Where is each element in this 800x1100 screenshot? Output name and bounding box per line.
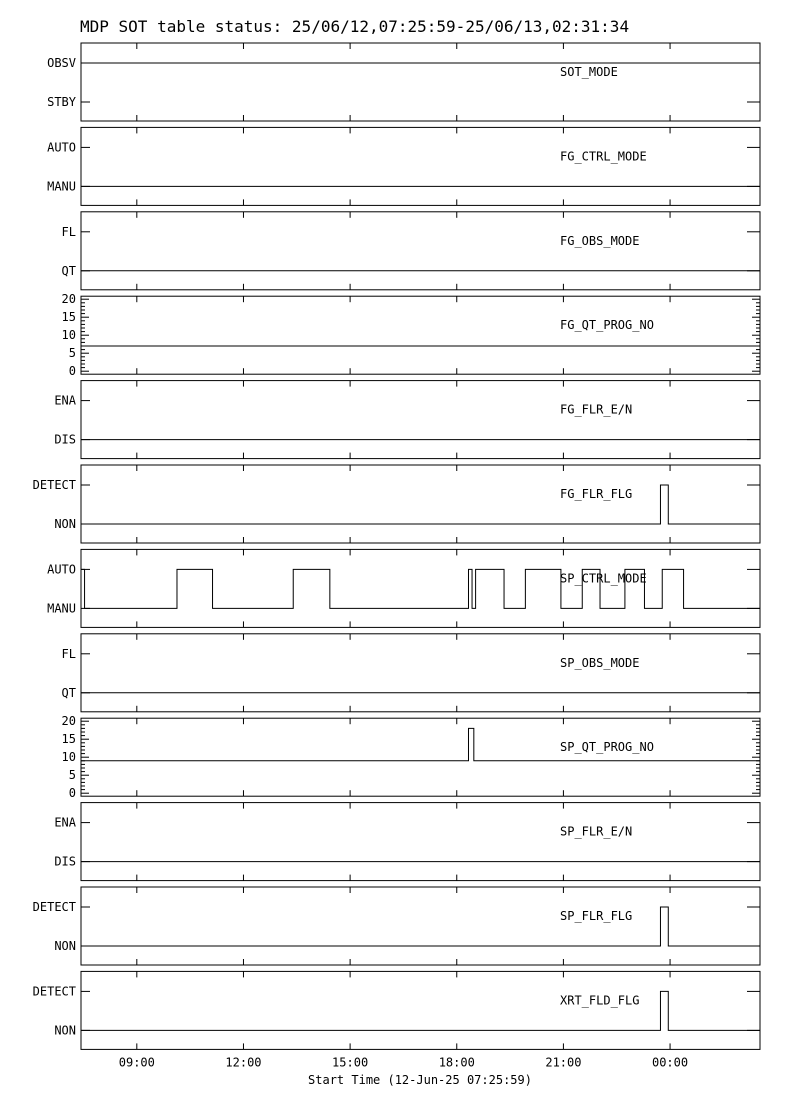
y-tick-label: STBY — [47, 95, 76, 109]
panel-frame — [81, 43, 760, 121]
x-tick-label: 09:00 — [118, 1055, 155, 1070]
panel-sp-flr-e-n — [54, 803, 760, 881]
panel-frame — [81, 127, 760, 205]
series-label: FG_FLR_E/N — [560, 402, 633, 417]
x-tick-label: 15:00 — [332, 1055, 369, 1070]
y-tick-label: 5 — [68, 346, 76, 361]
y-tick-label: AUTO — [47, 140, 76, 155]
panel-frame — [81, 212, 760, 290]
panel-fg-ctrl-mode — [47, 127, 760, 205]
series-trace — [81, 728, 760, 760]
series-trace — [81, 485, 760, 524]
panel-sp-obs-mode — [62, 634, 760, 712]
y-tick-label: 15 — [61, 732, 76, 747]
series-label: FG_FLR_FLG — [560, 487, 633, 501]
y-tick-label: 0 — [68, 786, 76, 801]
y-tick-label: DIS — [54, 432, 76, 447]
panels — [33, 43, 760, 1069]
x-tick-label: 00:00 — [651, 1055, 689, 1070]
panel-fg-obs-mode — [62, 212, 760, 290]
panel-sp-ctrl-mode — [47, 549, 760, 627]
y-tick-label: ENA — [54, 815, 76, 830]
y-tick-label: MANU — [47, 601, 76, 616]
series-trace — [81, 991, 760, 1030]
series-trace — [81, 569, 760, 608]
y-tick-label: DETECT — [32, 900, 76, 914]
y-tick-label: QT — [61, 685, 76, 700]
panel-frame — [81, 971, 760, 1049]
y-tick-label: FL — [61, 646, 76, 661]
y-tick-label: ENA — [54, 393, 76, 408]
panel-fg-flr-e-n — [54, 381, 760, 459]
y-tick-label: DETECT — [32, 984, 76, 999]
series-label: SP_FLR_FLG — [560, 909, 633, 923]
series-trace — [81, 907, 760, 946]
panel-fg-qt-prog-no — [62, 292, 760, 378]
y-tick-label: 20 — [61, 714, 76, 729]
panel-frame — [81, 718, 760, 796]
series-label: FG_CTRL_MODE — [560, 149, 647, 164]
y-tick-label: 10 — [61, 750, 76, 765]
y-tick-label: 15 — [61, 310, 76, 325]
y-tick-label: 20 — [61, 292, 76, 307]
panel-sp-flr-flg — [33, 887, 760, 965]
panel-sp-qt-prog-no — [62, 714, 760, 800]
y-tick-label: QT — [61, 263, 76, 278]
series-label: FG_QT_PROG_NO — [560, 318, 654, 333]
panel-frame — [81, 381, 760, 459]
panel-fg-flr-flg — [33, 465, 760, 543]
series-label: FG_OBS_MODE — [560, 233, 640, 248]
panel-frame — [81, 465, 760, 543]
y-tick-label: NON — [54, 517, 76, 531]
panel-frame — [81, 634, 760, 712]
series-label: SP_CTRL_MODE — [560, 571, 647, 586]
x-tick-label: 18:00 — [438, 1055, 475, 1070]
y-tick-label: 5 — [68, 768, 76, 783]
panel-sot-mode — [47, 43, 760, 121]
panel-frame — [81, 549, 760, 627]
x-tick-label: 12:00 — [225, 1055, 262, 1070]
y-tick-label: 10 — [61, 328, 76, 343]
x-tick-label: 21:00 — [545, 1055, 582, 1070]
y-tick-label: NON — [54, 939, 76, 953]
y-tick-label: DETECT — [32, 478, 76, 492]
y-tick-label: 0 — [68, 364, 76, 379]
series-label: SOT_MODE — [560, 65, 618, 79]
y-tick-label: NON — [54, 1023, 76, 1038]
series-label: SP_OBS_MODE — [560, 655, 640, 670]
y-tick-label: AUTO — [47, 562, 76, 577]
y-tick-label: OBSV — [47, 56, 76, 70]
series-label: SP_QT_PROG_NO — [560, 740, 654, 755]
panel-frame — [81, 803, 760, 881]
panel-xrt-fld-flg — [33, 971, 760, 1049]
y-tick-label: DIS — [54, 854, 76, 869]
panel-frame — [81, 887, 760, 965]
y-tick-label: FL — [61, 224, 76, 239]
y-tick-label: MANU — [47, 179, 76, 194]
series-label: XRT_FLD_FLG — [560, 993, 640, 1008]
series-label: SP_FLR_E/N — [560, 824, 633, 839]
panel-frame — [81, 296, 760, 374]
x-axis-label: Start Time (12-Jun-25 07:25:59) — [308, 1073, 532, 1087]
chart-title: MDP SOT table status: 25/06/12,07:25:59-25/06/13,02:31:34 — [80, 17, 630, 36]
